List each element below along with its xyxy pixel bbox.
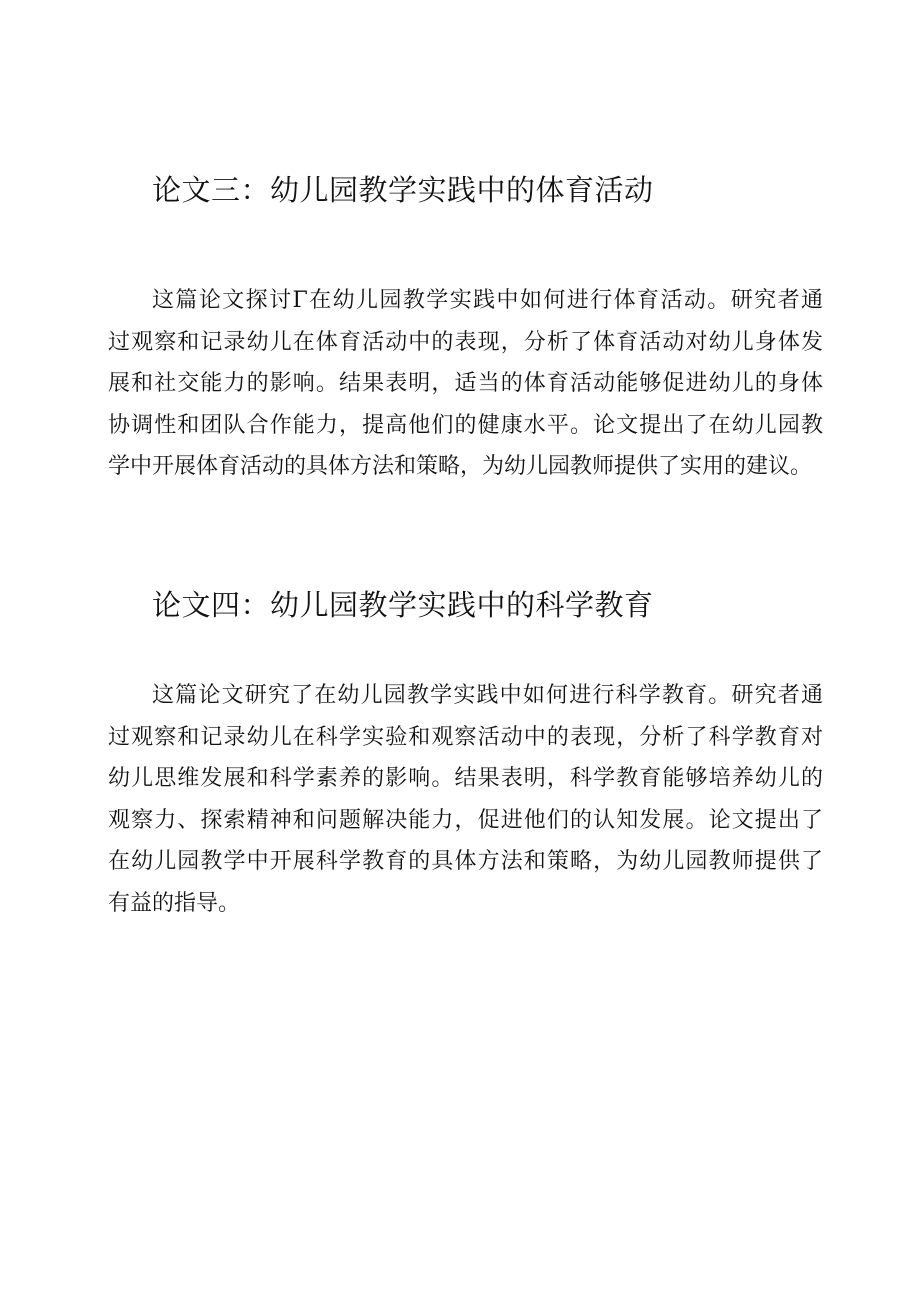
paragraph-line: 协调性和团队合作能力，提高他们的健康水平。论文提出了在幼儿园教 [108, 412, 823, 438]
paragraph-line: 观察力、探索精神和问题解决能力，促进他们的认知发展。论文提出了 [108, 807, 823, 833]
paragraph-line: 展和社交能力的影响。结果表明，适当的体育活动能够促进幼儿的身体 [108, 371, 823, 396]
paragraph-line: 过观察和记录幼儿在体育活动中的表现，分析了体育活动对幼儿身体发 [108, 329, 823, 355]
paragraph-line: 在幼儿园教学中开展科学教育的具体方法和策略，为幼儿园教师提供了 [108, 849, 823, 874]
paragraph-line: 这篇论文研究了在幼儿园教学实践中如何进行科学教育。研究者通 [152, 683, 823, 708]
paragraph-line: 过观察和记录幼儿在科学实验和观察活动中的表现，分析了科学教育对 [108, 724, 823, 750]
section-paragraph-3 [108, 280, 823, 488]
section-heading-4: 论文四：幼儿园教学实践中的科学教育 [152, 588, 654, 622]
paragraph-line: 幼儿思维发展和科学素养的影响。结果表明，科学教育能够培养幼儿的 [108, 766, 823, 791]
paragraph-line: 学中开展体育活动的具体方法和策略，为幼儿园教师提供了实用的建议。 [108, 454, 813, 479]
section-paragraph-4 [108, 675, 823, 924]
paragraph-line: 这篇论文探讨Γ在幼儿园教学实践中如何进行体育活动。研究者通 [152, 288, 823, 313]
section-heading-3: 论文三：幼儿园教学实践中的体育活动 [152, 173, 654, 207]
paragraph-line: 有益的指导。 [108, 890, 241, 916]
